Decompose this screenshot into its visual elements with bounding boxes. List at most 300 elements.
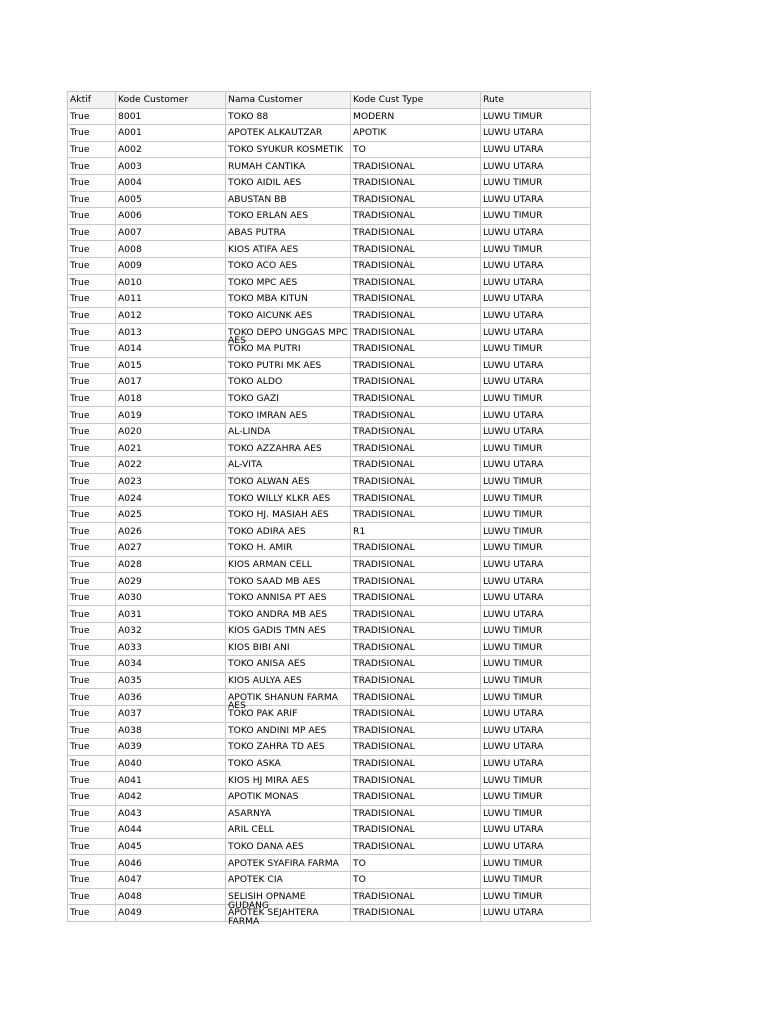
- cell-kode-cust-type: TRADISIONAL: [351, 573, 481, 590]
- column-header-nama-customer: Nama Customer: [226, 92, 351, 109]
- table-row: [68, 274, 591, 291]
- cell-nama-customer: [226, 274, 351, 291]
- cell-nama-customer-text: TOKO AZZAHRA AES: [228, 442, 322, 454]
- cell-kode-cust-type: TRADISIONAL: [351, 838, 481, 855]
- cell-aktif: True: [68, 224, 116, 241]
- cell-rute: LUWU UTARA: [481, 838, 591, 855]
- table-row: [68, 888, 591, 905]
- cell-kode-customer: A013: [116, 324, 226, 341]
- table-row: [68, 423, 591, 440]
- cell-nama-customer-text: TOKO H. AMIR: [228, 542, 293, 554]
- cell-nama-customer-text: AL-VITA: [228, 459, 263, 471]
- table-row: [68, 490, 591, 507]
- cell-kode-customer: A009: [116, 257, 226, 274]
- table-row: [68, 689, 591, 706]
- cell-aktif: True: [68, 440, 116, 457]
- table-row: [68, 556, 591, 573]
- cell-kode-customer: A005: [116, 191, 226, 208]
- cell-nama-customer: [226, 108, 351, 125]
- table-row: [68, 855, 591, 872]
- cell-rute: LUWU UTARA: [481, 822, 591, 839]
- cell-nama-customer: [226, 141, 351, 158]
- cell-aktif: True: [68, 274, 116, 291]
- cell-nama-customer-text: APOTEK SEJAHTERA: [228, 907, 319, 919]
- table-row: [68, 639, 591, 656]
- table-row: [68, 357, 591, 374]
- cell-aktif: True: [68, 407, 116, 424]
- cell-kode-cust-type: TRADISIONAL: [351, 822, 481, 839]
- cell-nama-customer-text: TOKO PAK ARIF: [228, 708, 298, 720]
- cell-kode-customer: A043: [116, 805, 226, 822]
- cell-nama-customer-text: SELISIH OPNAME: [228, 890, 306, 902]
- cell-kode-customer: A017: [116, 374, 226, 391]
- cell-kode-customer: A014: [116, 340, 226, 357]
- cell-rute: LUWU UTARA: [481, 705, 591, 722]
- cell-rute: LUWU TIMUR: [481, 855, 591, 872]
- cell-kode-cust-type: TRADISIONAL: [351, 805, 481, 822]
- cell-rute: LUWU UTARA: [481, 556, 591, 573]
- table-row: [68, 307, 591, 324]
- cell-kode-customer: A002: [116, 141, 226, 158]
- cell-kode-cust-type: TO: [351, 855, 481, 872]
- cell-nama-customer-text: TOKO SAAD MB AES: [228, 575, 321, 587]
- cell-kode-customer: A023: [116, 473, 226, 490]
- cell-aktif: True: [68, 307, 116, 324]
- cell-kode-cust-type: TRADISIONAL: [351, 390, 481, 407]
- cell-nama-customer-text: TOKO ERLAN AES: [228, 210, 309, 222]
- cell-nama-customer: [226, 374, 351, 391]
- cell-nama-customer-text: RUMAH CANTIKA: [228, 160, 306, 172]
- cell-nama-customer-text: KIOS HJ MIRA AES: [228, 774, 310, 786]
- cell-aktif: True: [68, 905, 116, 922]
- cell-kode-cust-type: TRADISIONAL: [351, 905, 481, 922]
- cell-nama-customer: [226, 473, 351, 490]
- cell-aktif: True: [68, 257, 116, 274]
- cell-nama-customer: [226, 705, 351, 722]
- cell-kode-customer: A047: [116, 871, 226, 888]
- table-row: [68, 108, 591, 125]
- cell-aktif: True: [68, 788, 116, 805]
- cell-kode-customer: A039: [116, 739, 226, 756]
- cell-nama-customer: [226, 556, 351, 573]
- cell-kode-cust-type: TRADISIONAL: [351, 357, 481, 374]
- cell-rute: LUWU TIMUR: [481, 340, 591, 357]
- cell-rute: LUWU UTARA: [481, 606, 591, 623]
- table-row: [68, 540, 591, 557]
- cell-nama-customer: [226, 506, 351, 523]
- cell-nama-customer: [226, 224, 351, 241]
- cell-rute: LUWU UTARA: [481, 324, 591, 341]
- cell-kode-cust-type: TRADISIONAL: [351, 656, 481, 673]
- table-body: [68, 108, 591, 928]
- cell-kode-cust-type: TRADISIONAL: [351, 589, 481, 606]
- cell-kode-cust-type: TRADISIONAL: [351, 556, 481, 573]
- cell-kode-cust-type: TRADISIONAL: [351, 772, 481, 789]
- cell-nama-customer: [226, 672, 351, 689]
- cell-kode-customer: A040: [116, 755, 226, 772]
- cell-aktif: True: [68, 606, 116, 623]
- table-row: [68, 739, 591, 756]
- cell-nama-customer: [226, 540, 351, 557]
- cell-kode-customer: A042: [116, 788, 226, 805]
- table-row: [68, 407, 591, 424]
- cell-kode-customer: A032: [116, 623, 226, 640]
- cell-nama-customer-text: ABAS PUTRA: [228, 227, 286, 239]
- cell-kode-cust-type: TRADISIONAL: [351, 191, 481, 208]
- cell-kode-customer: A019: [116, 407, 226, 424]
- cell-kode-cust-type: TRADISIONAL: [351, 340, 481, 357]
- cell-rute: LUWU UTARA: [481, 755, 591, 772]
- cell-nama-customer: [226, 656, 351, 673]
- cell-kode-cust-type: TRADISIONAL: [351, 888, 481, 905]
- cell-nama-customer-text: KIOS BIBI ANI: [228, 641, 290, 653]
- cell-kode-cust-type: APOTIK: [351, 125, 481, 142]
- cell-rute: LUWU TIMUR: [481, 523, 591, 540]
- cell-kode-customer: A035: [116, 672, 226, 689]
- cell-nama-customer: [226, 689, 351, 712]
- table-row: [68, 241, 591, 258]
- table-row: [68, 457, 591, 474]
- cell-nama-customer-text: TOKO AICUNK AES: [228, 310, 313, 322]
- cell-kode-cust-type: TRADISIONAL: [351, 623, 481, 640]
- cell-kode-cust-type: TRADISIONAL: [351, 672, 481, 689]
- table-row: [68, 257, 591, 274]
- cell-nama-customer: [226, 639, 351, 656]
- cell-rute: LUWU TIMUR: [481, 689, 591, 706]
- cell-aktif: True: [68, 855, 116, 872]
- cell-aktif: True: [68, 689, 116, 706]
- cell-nama-customer: [226, 772, 351, 789]
- cell-aktif: True: [68, 589, 116, 606]
- table-row: [68, 340, 591, 357]
- cell-nama-customer: [226, 739, 351, 756]
- cell-rute: LUWU UTARA: [481, 739, 591, 756]
- table-row: [68, 158, 591, 175]
- cell-nama-customer-overflow: FARMA: [228, 916, 260, 928]
- column-header-kode-cust-type: Kode Cust Type: [351, 92, 481, 109]
- cell-kode-cust-type: TRADISIONAL: [351, 208, 481, 225]
- cell-aktif: True: [68, 871, 116, 888]
- cell-nama-customer-text: ARIL CELL: [228, 824, 274, 836]
- cell-rute: LUWU UTARA: [481, 307, 591, 324]
- cell-kode-cust-type: TRADISIONAL: [351, 324, 481, 341]
- cell-aktif: True: [68, 705, 116, 722]
- cell-kode-cust-type: TRADISIONAL: [351, 158, 481, 175]
- cell-kode-customer: A011: [116, 291, 226, 308]
- cell-aktif: True: [68, 390, 116, 407]
- cell-aktif: True: [68, 457, 116, 474]
- table-row: [68, 125, 591, 142]
- cell-kode-customer: A006: [116, 208, 226, 225]
- cell-aktif: True: [68, 523, 116, 540]
- cell-rute: LUWU UTARA: [481, 589, 591, 606]
- cell-nama-customer-text: APOTIK MONAS: [228, 791, 299, 803]
- cell-rute: LUWU TIMUR: [481, 540, 591, 557]
- cell-kode-customer: A044: [116, 822, 226, 839]
- cell-nama-customer: [226, 324, 351, 347]
- cell-kode-customer: A004: [116, 174, 226, 191]
- cell-kode-cust-type: TRADISIONAL: [351, 705, 481, 722]
- cell-kode-customer: A049: [116, 905, 226, 922]
- cell-kode-customer: A048: [116, 888, 226, 905]
- cell-nama-customer: [226, 871, 351, 888]
- table-row: [68, 224, 591, 241]
- cell-nama-customer: [226, 623, 351, 640]
- cell-rute: LUWU TIMUR: [481, 656, 591, 673]
- cell-kode-customer: A041: [116, 772, 226, 789]
- cell-rute: LUWU UTARA: [481, 573, 591, 590]
- cell-nama-customer-text: TOKO ACO AES: [228, 260, 298, 272]
- cell-nama-customer-overflow: AES: [228, 335, 246, 347]
- column-header-kode-customer: Kode Customer: [116, 92, 226, 109]
- cell-nama-customer-text: TOKO ANDINI MP AES: [228, 724, 327, 736]
- cell-kode-customer: A021: [116, 440, 226, 457]
- cell-kode-customer: A020: [116, 423, 226, 440]
- cell-nama-customer-text: TOKO GAZI: [228, 392, 279, 404]
- cell-nama-customer-text: KIOS GADIS TMN AES: [228, 625, 326, 637]
- cell-aktif: True: [68, 291, 116, 308]
- table-row: [68, 440, 591, 457]
- cell-rute: LUWU TIMUR: [481, 390, 591, 407]
- cell-nama-customer-text: TOKO ASKA: [228, 758, 281, 770]
- cell-aktif: True: [68, 340, 116, 357]
- cell-nama-customer-text: TOKO ANISA AES: [228, 658, 306, 670]
- table-row: [68, 656, 591, 673]
- cell-aktif: True: [68, 772, 116, 789]
- table-row: [68, 523, 591, 540]
- cell-kode-customer: A015: [116, 357, 226, 374]
- cell-kode-customer: A046: [116, 855, 226, 872]
- cell-aktif: True: [68, 755, 116, 772]
- cell-nama-customer: [226, 340, 351, 357]
- cell-nama-customer: [226, 174, 351, 191]
- cell-kode-cust-type: TRADISIONAL: [351, 423, 481, 440]
- cell-nama-customer: [226, 257, 351, 274]
- cell-kode-cust-type: MODERN: [351, 108, 481, 125]
- cell-kode-customer: A001: [116, 125, 226, 142]
- cell-kode-cust-type: TRADISIONAL: [351, 374, 481, 391]
- cell-nama-customer: [226, 291, 351, 308]
- cell-rute: LUWU TIMUR: [481, 440, 591, 457]
- cell-nama-customer-text: APOTEK ALKAUTZAR: [228, 127, 323, 139]
- cell-nama-customer-overflow: GUDANG: [228, 899, 270, 911]
- cell-nama-customer: [226, 357, 351, 374]
- cell-rute: LUWU TIMUR: [481, 506, 591, 523]
- table-row: [68, 208, 591, 225]
- cell-kode-cust-type: R1: [351, 523, 481, 540]
- cell-kode-customer: A018: [116, 390, 226, 407]
- cell-nama-customer: [226, 788, 351, 805]
- cell-nama-customer: [226, 125, 351, 142]
- cell-aktif: True: [68, 108, 116, 125]
- table-row: [68, 374, 591, 391]
- cell-kode-cust-type: TRADISIONAL: [351, 639, 481, 656]
- cell-rute: LUWU UTARA: [481, 141, 591, 158]
- table-row: [68, 291, 591, 308]
- cell-kode-customer: A029: [116, 573, 226, 590]
- cell-kode-cust-type: TRADISIONAL: [351, 755, 481, 772]
- cell-kode-customer: A034: [116, 656, 226, 673]
- cell-aktif: True: [68, 241, 116, 258]
- cell-kode-cust-type: TO: [351, 871, 481, 888]
- cell-aktif: True: [68, 573, 116, 590]
- cell-nama-customer-text: TOKO MBA KITUN: [228, 293, 308, 305]
- cell-nama-customer: [226, 888, 351, 911]
- cell-rute: LUWU TIMUR: [481, 174, 591, 191]
- cell-rute: LUWU UTARA: [481, 905, 591, 922]
- table-row: [68, 805, 591, 822]
- table-row: [68, 506, 591, 523]
- cell-nama-customer: [226, 905, 351, 928]
- cell-rute: LUWU UTARA: [481, 257, 591, 274]
- cell-rute: LUWU UTARA: [481, 374, 591, 391]
- cell-kode-cust-type: TRADISIONAL: [351, 739, 481, 756]
- cell-nama-customer-text: KIOS ARMAN CELL: [228, 558, 312, 570]
- table-row: [68, 174, 591, 191]
- cell-nama-customer-text: TOKO ANNISA PT AES: [228, 592, 327, 604]
- cell-nama-customer: [226, 191, 351, 208]
- cell-kode-customer: A038: [116, 722, 226, 739]
- cell-nama-customer: [226, 440, 351, 457]
- cell-rute: LUWU UTARA: [481, 274, 591, 291]
- cell-kode-customer: A022: [116, 457, 226, 474]
- table-header-row: [68, 92, 591, 109]
- cell-kode-customer: A033: [116, 639, 226, 656]
- cell-kode-customer: 8001: [116, 108, 226, 125]
- cell-kode-cust-type: TRADISIONAL: [351, 722, 481, 739]
- cell-nama-customer-text: APOTEK SYAFIRA FARMA: [228, 857, 339, 869]
- cell-kode-customer: A025: [116, 506, 226, 523]
- cell-nama-customer: [226, 838, 351, 855]
- cell-kode-cust-type: TRADISIONAL: [351, 174, 481, 191]
- cell-nama-customer-text: TOKO IMRAN AES: [228, 409, 308, 421]
- cell-kode-customer: A008: [116, 241, 226, 258]
- table-row: [68, 141, 591, 158]
- cell-aktif: True: [68, 838, 116, 855]
- cell-aktif: True: [68, 174, 116, 191]
- cell-rute: LUWU UTARA: [481, 407, 591, 424]
- cell-rute: LUWU TIMUR: [481, 805, 591, 822]
- cell-rute: LUWU TIMUR: [481, 623, 591, 640]
- cell-rute: LUWU UTARA: [481, 191, 591, 208]
- cell-kode-cust-type: TRADISIONAL: [351, 257, 481, 274]
- cell-kode-cust-type: TRADISIONAL: [351, 440, 481, 457]
- cell-rute: LUWU TIMUR: [481, 772, 591, 789]
- cell-aktif: True: [68, 158, 116, 175]
- cell-kode-cust-type: TRADISIONAL: [351, 224, 481, 241]
- cell-nama-customer: [226, 822, 351, 839]
- cell-kode-cust-type: TRADISIONAL: [351, 473, 481, 490]
- cell-nama-customer: [226, 457, 351, 474]
- cell-nama-customer: [226, 390, 351, 407]
- cell-kode-cust-type: TRADISIONAL: [351, 689, 481, 706]
- table-row: [68, 589, 591, 606]
- table-row: [68, 324, 591, 341]
- cell-rute: LUWU UTARA: [481, 158, 591, 175]
- cell-kode-customer: A037: [116, 705, 226, 722]
- cell-rute: LUWU UTARA: [481, 291, 591, 308]
- cell-rute: LUWU UTARA: [481, 423, 591, 440]
- cell-rute: LUWU TIMUR: [481, 888, 591, 905]
- table-row: [68, 905, 591, 922]
- cell-aktif: True: [68, 324, 116, 341]
- cell-aktif: True: [68, 374, 116, 391]
- cell-kode-cust-type: TRADISIONAL: [351, 490, 481, 507]
- cell-kode-cust-type: TRADISIONAL: [351, 307, 481, 324]
- cell-nama-customer: [226, 589, 351, 606]
- cell-nama-customer-text: ASARNYA: [228, 807, 272, 819]
- cell-nama-customer: [226, 307, 351, 324]
- cell-rute: LUWU TIMUR: [481, 639, 591, 656]
- cell-rute: LUWU TIMUR: [481, 788, 591, 805]
- table-row: [68, 573, 591, 590]
- cell-rute: LUWU TIMUR: [481, 473, 591, 490]
- cell-aktif: True: [68, 656, 116, 673]
- cell-kode-customer: A012: [116, 307, 226, 324]
- cell-kode-customer: A026: [116, 523, 226, 540]
- cell-aktif: True: [68, 473, 116, 490]
- table-row: [68, 705, 591, 722]
- cell-kode-cust-type: TRADISIONAL: [351, 291, 481, 308]
- table-row: [68, 672, 591, 689]
- table-row: [68, 772, 591, 789]
- cell-nama-customer-text: TOKO DANA AES: [228, 841, 304, 853]
- table-row: [68, 191, 591, 208]
- cell-aktif: True: [68, 639, 116, 656]
- table-row: [68, 788, 591, 805]
- cell-nama-customer-text: TOKO MA PUTRI: [228, 343, 301, 355]
- column-header-rute: Rute: [481, 92, 591, 109]
- cell-nama-customer: [226, 722, 351, 739]
- cell-nama-customer-text: KIOS AULYA AES: [228, 675, 302, 687]
- cell-nama-customer-text: TOKO ALWAN AES: [228, 475, 310, 487]
- cell-aktif: True: [68, 722, 116, 739]
- table-row: [68, 722, 591, 739]
- cell-rute: LUWU UTARA: [481, 357, 591, 374]
- cell-nama-customer: [226, 158, 351, 175]
- table-row: [68, 838, 591, 855]
- cell-nama-customer: [226, 423, 351, 440]
- cell-nama-customer-text: TOKO ALDO: [228, 376, 283, 388]
- spreadsheet-page: [67, 91, 590, 928]
- cell-aktif: True: [68, 490, 116, 507]
- cell-rute: LUWU TIMUR: [481, 108, 591, 125]
- cell-kode-customer: A031: [116, 606, 226, 623]
- cell-rute: LUWU TIMUR: [481, 208, 591, 225]
- table-row: [68, 871, 591, 888]
- cell-kode-customer: A027: [116, 540, 226, 557]
- cell-kode-customer: A036: [116, 689, 226, 706]
- table-row: [68, 822, 591, 839]
- cell-kode-cust-type: TRADISIONAL: [351, 506, 481, 523]
- cell-nama-customer-text: APOTIK SHANUN FARMA: [228, 691, 339, 703]
- cell-aktif: True: [68, 556, 116, 573]
- cell-kode-customer: A045: [116, 838, 226, 855]
- cell-nama-customer: [226, 606, 351, 623]
- cell-aktif: True: [68, 357, 116, 374]
- cell-kode-cust-type: TRADISIONAL: [351, 407, 481, 424]
- cell-aktif: True: [68, 423, 116, 440]
- cell-aktif: True: [68, 739, 116, 756]
- cell-nama-customer-text: KIOS ATIFA AES: [228, 243, 299, 255]
- cell-nama-customer: [226, 755, 351, 772]
- cell-rute: LUWU TIMUR: [481, 672, 591, 689]
- cell-nama-customer: [226, 573, 351, 590]
- cell-kode-customer: A003: [116, 158, 226, 175]
- cell-aktif: True: [68, 672, 116, 689]
- customer-table: [67, 91, 591, 928]
- cell-nama-customer: [226, 241, 351, 258]
